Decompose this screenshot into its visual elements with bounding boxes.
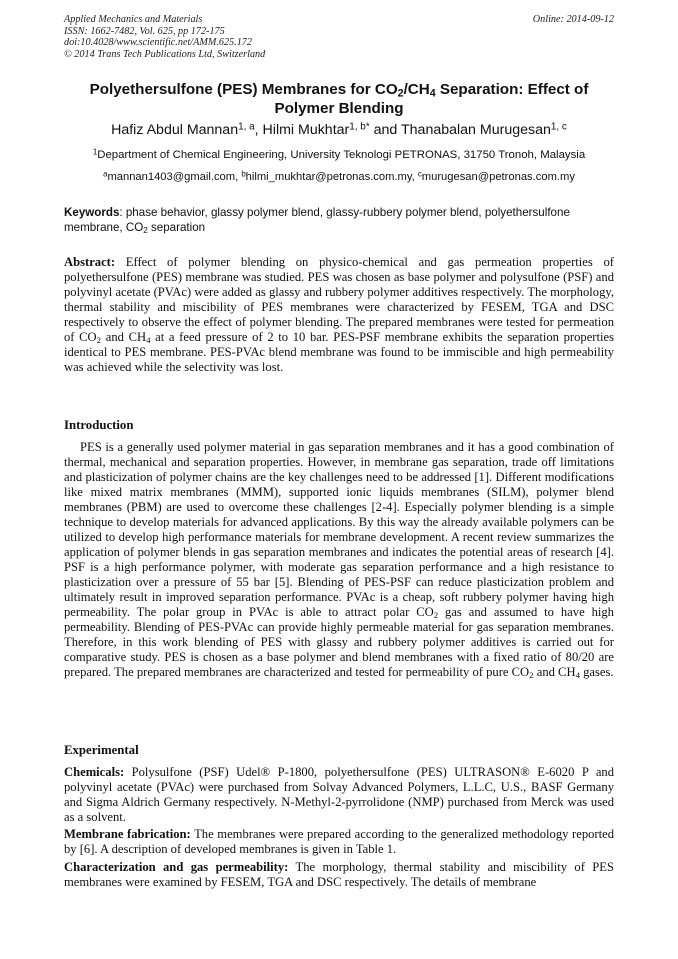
intro-subscript: 4 <box>575 670 580 681</box>
introduction-heading: Introduction <box>64 418 134 432</box>
abstract-section <box>64 255 614 375</box>
author-name: Hilmi Mukhtar <box>262 122 350 138</box>
chemicals-paragraph <box>64 765 614 825</box>
abstract-text: and CH <box>101 330 147 344</box>
affiliation-text: Department of Chemical Engineering, University Teknologi PETRONAS, 31750 Tronoh, Malaysia <box>97 149 586 161</box>
doi-line: doi:10.4028/www.scientific.net/AMM.625.172 <box>64 37 252 49</box>
author-name: Thanabalan Murugesan <box>401 122 551 138</box>
email-mark: b <box>241 169 246 179</box>
experimental-heading: Experimental <box>64 743 139 757</box>
author-affiliation-mark: 1, b* <box>349 121 370 133</box>
title-text: Polyethersulfone (PES) Membranes for CO <box>89 81 398 98</box>
chemicals-text: Polysulfone (PSF) Udel® P-1800, polyethersulfone (PES) ULTRASON® E-6020 P and polyvinyl acetate (PVAc) were purchased from Solvay Advanced Polymers, L.L.C, U.S., BASF Germany and Sigma Aldrich Germany respectively. N-Methyl-2-pyrrolidone (NMP) purchased from Merck was used as a solvent. <box>64 765 614 824</box>
email-separator: , <box>411 171 418 183</box>
author-name: Hafiz Abdul Mannan <box>111 122 239 138</box>
journal-header <box>64 14 614 60</box>
issn-line: ISSN: 1662-7482, Vol. 625, pp 172-175 <box>64 25 225 37</box>
affiliation-mark: 1 <box>92 147 98 157</box>
title-subscript: 4 <box>429 87 436 100</box>
abstract-subscript: 2 <box>96 335 102 346</box>
intro-subscript: 2 <box>529 670 534 681</box>
paper-title <box>64 80 614 118</box>
copyright-line: © 2014 Trans Tech Publications Ltd, Switzerland <box>64 48 266 60</box>
author-list <box>40 122 638 139</box>
author-emails <box>30 170 648 184</box>
email-link[interactable]: mannan1403@gmail.com <box>107 171 236 183</box>
abstract-subscript: 4 <box>146 335 151 346</box>
email-mark: a <box>103 169 108 179</box>
author-affiliation-mark: 1, c <box>550 121 567 133</box>
characterization-label: Characterization and gas permeability: <box>64 860 289 874</box>
membrane-fabrication-paragraph <box>64 827 614 857</box>
intro-text: gas and assumed to have high permeability. Blending of PES-PVAc can provide highly permeable material for gas separation membranes. Therefore, in this work blending of PES with glassy and rubbery polymer additives is carried out for comparative study. PES is chosen as a base polymer and blend membranes with a fixed ratio of 80/20 are prepared. The prepared membranes are characterized and tested for permeability of pure CO <box>64 605 614 679</box>
keywords-section <box>64 205 614 235</box>
keywords-text: separation <box>147 221 206 234</box>
keywords-subscript: 2 <box>143 226 148 236</box>
author-separator: and <box>369 122 401 138</box>
characterization-text: The morphology, thermal stability and miscibility of PES membranes were examined by FESEM, TGA and DSC respectively. The details of membrane <box>64 860 614 889</box>
abstract-label: Abstract: <box>64 255 116 269</box>
email-separator: , <box>235 171 242 183</box>
intro-subscript: 2 <box>433 610 439 621</box>
abstract-text: at a feed pressure of 2 to 10 bar. PES-PSF membrane exhibits the separation properties identical to PES membrane. PES-PVAc blend membrane was found to be immiscible and high permeability was achieved while the selectivity was lost. <box>64 330 614 374</box>
title-text: /CH <box>403 81 430 98</box>
intro-text: and CH <box>533 665 576 679</box>
intro-text: gases. <box>579 665 614 679</box>
introduction-paragraph <box>64 440 614 680</box>
author-affiliation-mark: 1, a <box>238 121 255 133</box>
chemicals-label: Chemicals: <box>64 765 125 779</box>
keywords-text: : phase behavior, glassy polymer blend, glassy-rubbery polymer blend, polyethersulfone membrane, CO <box>64 206 570 234</box>
email-link[interactable]: murugesan@petronas.com.my <box>421 171 575 183</box>
email-mark: c <box>417 169 422 179</box>
email-link[interactable]: hilmi_mukhtar@petronas.com.my <box>245 171 412 183</box>
author-separator: , <box>254 122 263 138</box>
intro-text: PES is a generally used polymer material in gas separation membranes and it has a good combination of thermal, mechanical and separation properties. However, in membrane gas separation, trade off limitations and plasticization of polymer chains are the key challenges need to be addressed [1]. Different modifications like mixed matrix membranes (MMM), supported ionic liquids membranes (SILM), polymer blend membranes (PBM) are used to overcome these challenges [2-4]. Especially polymer blending is a simple technique to develop materials for advanced applications. By this way the already available polymers can be utilized to develop high performance materials for membrane development. A recent review summarizes the application of polymer blends in gas separation membranes and indicates the potential areas of research [4]. PSF is a high performance polymer, with moderate gas separation performance and a high resistance to plasticization over a pressure of 55 bar [5]. Blending of PES-PSF can reduce plasticization problem and ultimately result in improved separation performance. PVAc is a cheap, soft rubbery polymer having high permeability. The polar group in PVAc is able to attract polar CO <box>64 440 614 619</box>
membrane-fabrication-label: Membrane fabrication: <box>64 827 191 841</box>
journal-name: Applied Mechanics and Materials <box>64 14 203 25</box>
keywords-label: Keywords <box>64 206 120 219</box>
title-subscript: 2 <box>397 87 404 100</box>
characterization-paragraph <box>64 860 614 890</box>
membrane-fabrication-text: The membranes were prepared according to the generalized methodology reported by [6]. A description of developed membranes is given in Table 1. <box>64 827 614 856</box>
abstract-text: Effect of polymer blending on physico-chemical and gas permeation properties of polyethersulfone (PES) membrane was studied. PES was chosen as base polymer and polysulfone (PSF) and polyvinyl acetate (PVAc) were added as glassy and rubbery polymer additives respectively. The morphology, thermal stability and miscibility of PES membranes were characterized by FESEM, TGA and DSC respectively to observe the effect of polymer blending. The prepared membranes were tested for permeation of CO <box>64 255 614 344</box>
affiliation <box>30 148 648 162</box>
online-date: Online: 2014-09-12 <box>532 14 614 25</box>
title-text: Separation: Effect of Polymer Blending <box>274 81 589 117</box>
